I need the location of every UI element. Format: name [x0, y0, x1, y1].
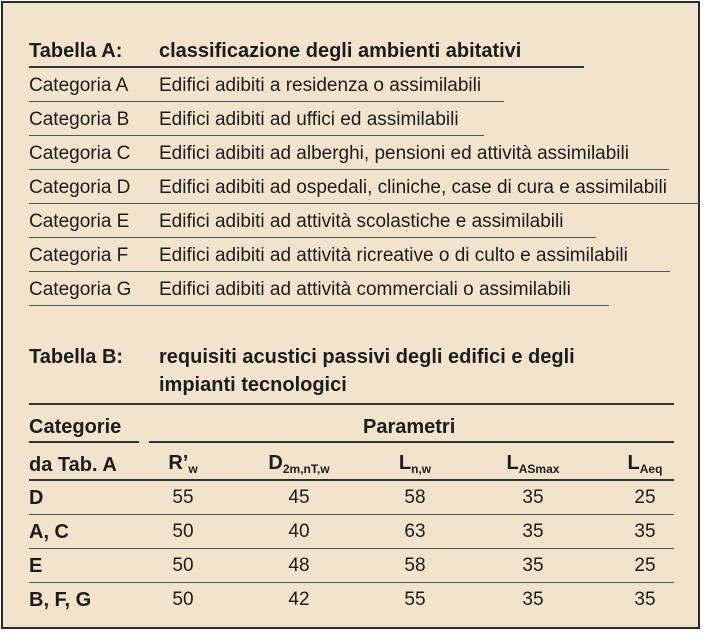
header-parametri: Parametri [363, 416, 456, 438]
column-header-symbol: L [627, 452, 640, 474]
table-b-value: 40 [288, 521, 310, 542]
table-a-category: Categoria A [29, 75, 129, 96]
table-b-value: 55 [404, 589, 426, 610]
table-b-value: 35 [522, 487, 544, 508]
table-a-category: Categoria D [29, 177, 131, 198]
table-b-row-category: B, F, G [29, 589, 92, 611]
column-header-symbol: L [398, 452, 412, 474]
column-header-parameter [118, 453, 248, 475]
table-b-value: 35 [522, 555, 544, 576]
table-b-row-category: A, C [29, 521, 69, 543]
table-b-row-rule [29, 582, 674, 583]
table-b-title-line1: requisiti acustici passivi degli edifici e degli [159, 346, 575, 368]
table-b-value: 48 [288, 555, 310, 576]
table-b-value: 35 [634, 521, 656, 542]
table-b-value: 58 [404, 555, 426, 576]
header-categorie-rule [29, 441, 139, 443]
column-header-subscript: w [188, 462, 198, 476]
table-a-description: Edifici adibiti ad attività ricreative o di culto e assimilabili [159, 245, 628, 266]
column-header-subscript: ASmax [518, 462, 560, 476]
table-a-description: Edifici adibiti ad uffici ed assimilabili [159, 109, 459, 130]
table-b-row-rule [29, 514, 674, 515]
table-a-row-rule [29, 169, 669, 170]
table-a-description: Edifici adibiti ad ospedali, cliniche, case di cura e assimilabili [159, 177, 667, 198]
table-a-description: Edifici adibiti ad attività scolastiche e assimilabili [159, 211, 564, 232]
table-a-row-rule [29, 237, 596, 238]
table-b-value: 55 [172, 487, 194, 508]
table-b-value: 50 [172, 521, 194, 542]
table-b-value: 35 [634, 589, 656, 610]
table-a-row-rule [29, 271, 670, 272]
table-a-category: Categoria E [29, 211, 130, 232]
table-a-row-rule [29, 203, 699, 204]
column-header-parameter [234, 453, 364, 475]
table-b-value: 25 [634, 555, 656, 576]
header-da-tab-a: da Tab. A [29, 454, 117, 476]
table-b-value: 58 [404, 487, 426, 508]
table-b-value: 50 [172, 589, 194, 610]
table-a-description: Edifici adibiti a residenza o assimilabili [159, 75, 482, 96]
table-b-value: 63 [404, 521, 426, 542]
table-b-value: 25 [634, 487, 656, 508]
table-b-row-category: D [29, 487, 44, 509]
column-header-symbol: D [268, 452, 283, 474]
header-bottom-rule [29, 479, 674, 481]
table-b-row-rule [29, 548, 674, 549]
table-a-description: Edifici adibiti ad attività commerciali o assimilabili [159, 279, 571, 300]
table-b-value: 45 [288, 487, 310, 508]
header-categorie: Categorie [29, 416, 122, 438]
table-a-title: classificazione degli ambienti abitativi [159, 40, 522, 62]
table-a-category: Categoria C [29, 143, 131, 164]
table-a-category: Categoria F [29, 245, 129, 266]
table-b-title-rule [29, 403, 674, 405]
column-header-parameter [350, 453, 480, 475]
table-a-label: Tabella A: [29, 40, 123, 62]
column-header-symbol: L [506, 452, 519, 474]
table-b-value: 42 [288, 589, 310, 610]
column-header-subscript: Aeq [639, 462, 663, 476]
column-header-subscript: 2m,nT,w [282, 462, 330, 476]
document-frame [1, 1, 700, 629]
table-b-value: 35 [522, 521, 544, 542]
table-b-value: 50 [172, 555, 194, 576]
table-a-description: Edifici adibiti ad alberghi, pensioni ed attività assimilabili [159, 143, 629, 164]
table-a-category: Categoria G [29, 279, 132, 300]
table-b-title-line2: impianti tecnologici [159, 374, 347, 396]
table-b-label: Tabella B: [29, 346, 124, 368]
table-a-title-rule [29, 66, 584, 68]
table-a-row-rule [29, 305, 609, 306]
column-header-parameter [468, 453, 598, 475]
table-a-category: Categoria B [29, 109, 130, 130]
column-header-parameter [580, 453, 705, 475]
table-b-row-category: E [29, 555, 43, 577]
table-a-row-rule [29, 135, 484, 136]
column-header-symbol: R’ [168, 452, 189, 474]
header-parametri-rule [149, 441, 674, 443]
table-b-value: 35 [522, 589, 544, 610]
table-a-row-rule [29, 101, 504, 102]
column-header-subscript: n,w [411, 462, 432, 476]
